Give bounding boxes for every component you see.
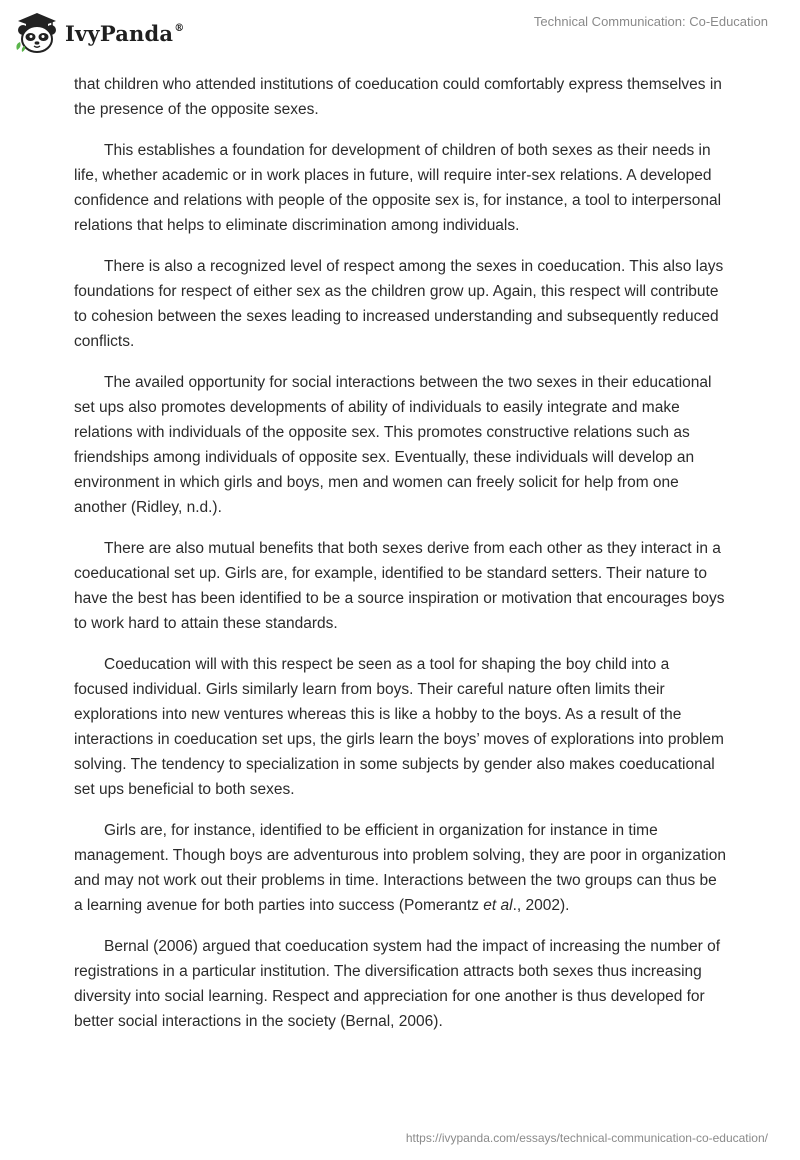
ivypanda-logo[interactable]: [14, 10, 184, 54]
paragraph-text: Girls are, for instance, identified to be efficient in organization for instance in time management. Though boys are adventurous into problem solving, they are poor in organization and may not work out their problems in time. Interactions between the two groups can thus be a learning avenue for both parties into success (Pomerantz: [74, 822, 726, 914]
paragraph-text: ., 2002).: [512, 897, 570, 914]
document-title: Technical Communication: Co-Education: [533, 14, 768, 29]
paragraph: This establishes a foundation for development of children of both sexes as their needs in life, whether academic or in work places in future, will require inter-sex relations. A developed confidence and relations with people of the opposite sex is, for instance, a tool to interpersonal relations that helps to eliminate discrimination among individuals.: [74, 142, 722, 234]
brand-name: IvyPanda®: [65, 20, 185, 46]
paragraph: Coeducation will with this respect be seen as a tool for shaping the boy child into a focused individual. Girls similarly learn from boys. Their careful nature often limits their explorations into new ventures whereas this is like a hobby to the boys. As a result of the interactions in coeducation set ups, the girls learn the boys’ moves of explorations into problem solving. The tendency to specialization in some subjects by gender also makes coeducational set ups beneficial to both sexes.: [74, 656, 724, 798]
paragraph: [74, 818, 726, 918]
italic-citation: et al: [483, 897, 513, 914]
paragraph: that children who attended institutions of coeducation could comfortably express themselves in the presence of the opposite sexes.: [74, 76, 722, 118]
paragraph: There are also mutual benefits that both sexes derive from each other as they interact in a coeducational set up. Girls are, for example, identified to be standard setters. Their nature to have the best has been identified to be a source inspiration or motivation that encourages boys to work hard to attain these standards.: [74, 540, 725, 632]
page-header: [0, 0, 800, 64]
essay-body: [74, 72, 726, 1050]
panda-graduate-logo-icon: [14, 10, 60, 54]
paragraph: There is also a recognized level of respect among the sexes in coeducation. This also lays foundations for respect of either sex as the children grow up. Again, this respect will contribute to cohesion between the sexes leading to increased understanding and subsequently reduced conflicts.: [74, 258, 724, 350]
paragraph: Bernal (2006) argued that coeducation system had the impact of increasing the number of registrations in a particular institution. The diversification attracts both sexes thus increasing diversity into social learning. Respect and appreciation for one another is thus developed for better social interactions in the society (Bernal, 2006).: [74, 938, 721, 1030]
paragraph: The availed opportunity for social interactions between the two sexes in their educational set ups also promotes developments of ability of individuals to easily integrate and make relations with individuals of the opposite sex. This promotes constructive relations such as friendships among individuals of opposite sex. Eventually, these individuals will develop an environment in which girls and boys, men and women can freely solicit for help from one another (Ridley, n.d.).: [74, 374, 712, 516]
registered-mark: ®: [174, 22, 185, 34]
source-url[interactable]: https://ivypanda.com/essays/technical-communication-co-education/: [405, 1131, 768, 1145]
